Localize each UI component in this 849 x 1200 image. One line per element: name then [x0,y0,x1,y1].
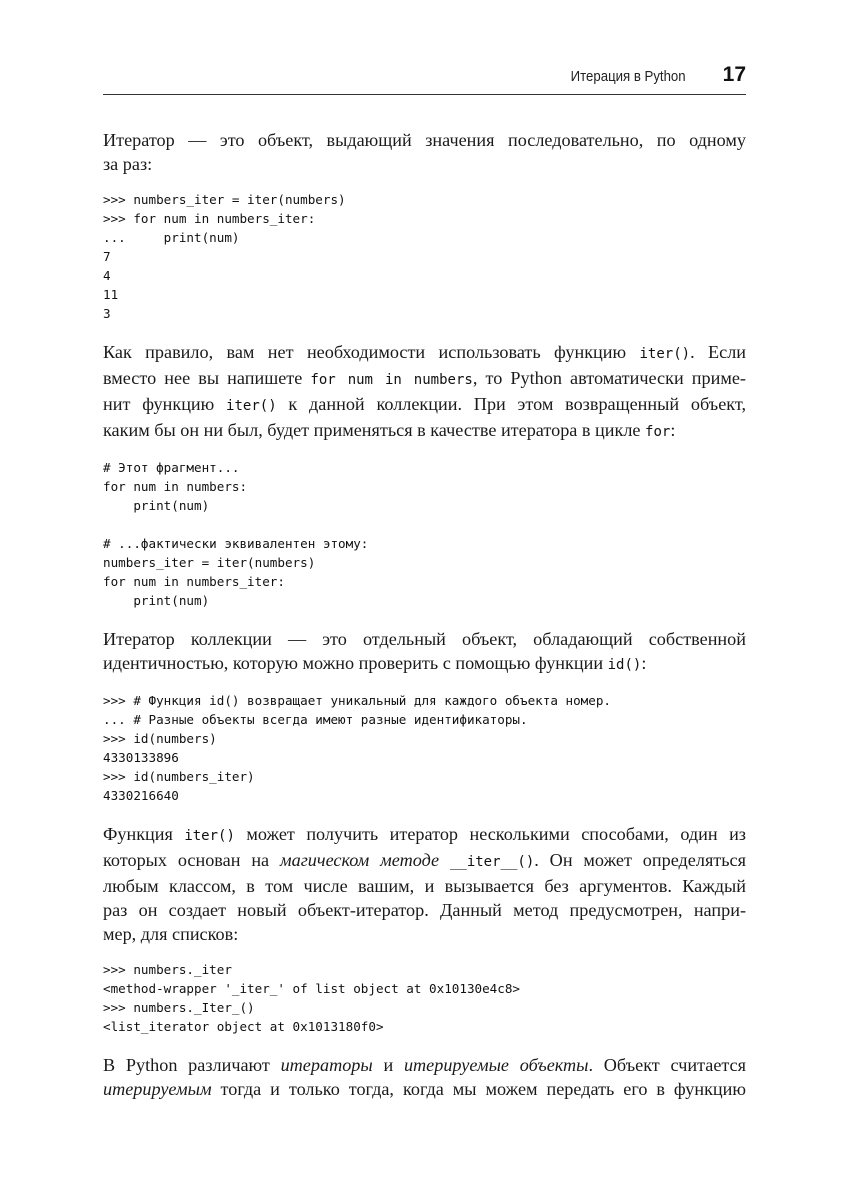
code-block-dunder-iter: >>> numbers._iter <method-wrapper '_iter_' of list object at 0x10130e4c8> >>> numbers._Iter_() <list_iterator object at 0x1013180f0> [103,962,521,1034]
text-line: которых основан на магическом методе __iter__(). Он может определяться [103,850,746,870]
page-body [103,128,746,1101]
paragraph-iterator-identity [103,627,746,677]
code-block-id: >>> # Функция id() возвращает уникальный для каждого объекта номер. ... # Разные объекты всегда имеют разные идентификаторы. >>> id(numbers) 4330133896 >>> id(numbers_iter) 4330216640 [103,693,611,803]
text-line: вместо нее вы напишете for num in numbers, то Python автоматически приме- [103,368,746,388]
emphasis: итераторы [280,1055,373,1075]
text-line: мер, для списков: [103,924,239,944]
text-line: Итератор — это объект, выдающий значения последовательно, по одному [103,130,746,150]
text-line: Функция iter() может получить итератор несколькими способами, один из [103,824,746,844]
inline-code: iter() [184,828,235,844]
inline-code: for num in numbers [310,372,473,388]
paragraph-iterator-definition [103,128,746,176]
text-line: итерируемым тогда и только тогда, когда мы можем передать его в функцию [103,1079,746,1099]
emphasis: итерируемые объекты [403,1055,589,1075]
text-line: каким бы он ни был, будет применяться в качестве итератора в цикле for: [103,420,676,440]
inline-code: __iter__() [449,854,535,870]
inline-code: iter() [639,346,691,362]
text-line: за раз: [103,154,153,174]
emphasis: магическом методе [280,850,440,870]
text-line: идентичностью, которую можно проверить с помощью функции id(): [103,653,647,673]
text-line: раз он создает новый объект-итератор. Данный метод предусмотрен, напри- [103,900,746,920]
paragraph-iter-automatic [103,340,746,444]
code-block-equivalent: # Этот фрагмент... for num in numbers: print(num) # ...фактически эквивалентен этому: numbers_iter = iter(numbers) for num in numbers_iter: print(num) [103,460,369,608]
text-line: Итератор коллекции — это отдельный объект, обладающий собственной [103,629,746,649]
inline-code: for [645,424,671,440]
text-line: В Python различают итераторы и итерируемые объекты. Объект считается [103,1055,746,1075]
paragraph-magic-method [103,822,746,946]
running-header [103,64,746,95]
running-title: Итерация в Python [571,68,686,85]
inline-code: iter() [226,398,277,414]
page-number: 17 [722,63,746,86]
text-line: нит функцию iter() к данной коллекции. При этом возвращенный объект, [103,394,746,414]
paragraph-iterables [103,1053,746,1101]
text-line: любым классом, в том числе вашим, и вызывается без аргументов. Каждый [103,876,746,896]
text-line: Как правило, вам нет необходимости использовать функцию iter(). Если [103,342,746,362]
emphasis: итерируемым [103,1079,212,1099]
inline-code: id() [607,657,642,673]
code-block-iter-loop: >>> numbers_iter = iter(numbers) >>> for num in numbers_iter: ... print(num) 7 4 11 3 [103,192,346,321]
